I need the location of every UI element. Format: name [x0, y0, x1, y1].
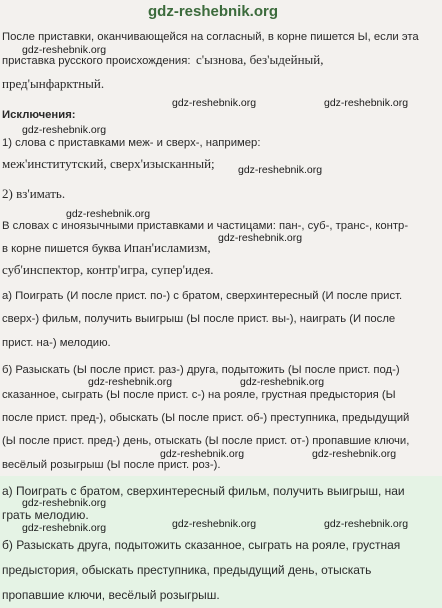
watermark: gdz-reshebnik.org: [312, 448, 397, 460]
watermark: gdz-reshebnik.org: [324, 518, 409, 530]
task-a-line-2: сверх-) фильм, получить выигрыш (Ы после прист. вы-), наиграть (И после: [2, 313, 396, 325]
exception-item-1: 1) слова с приставками меж- и сверх-, например:: [2, 137, 261, 149]
watermark: gdz-reshebnik.org: [22, 522, 107, 534]
site-header[interactable]: gdz-reshebnik.org: [148, 3, 279, 20]
watermark: gdz-reshebnik.org: [88, 376, 173, 388]
task-b-line-5: весёлый розыгрыш (Ы после прист. роз-).: [2, 459, 221, 471]
exceptions-heading: Исключения:: [2, 109, 76, 121]
watermark: gdz-reshebnik.org: [172, 518, 257, 530]
task-a-line-1: а) Поиграть (И после прист. по-) с братом, сверхинтересный (И после прист.: [2, 290, 403, 302]
rule-example-1: с'ызнова, без'ыдейный,: [196, 52, 324, 67]
foreign-line-2: в корне пишется буква И:: [2, 243, 136, 255]
watermark: gdz-reshebnik.org: [160, 448, 245, 460]
foreign-example-2: суб'инспектор, контр'игра, супер'идея.: [2, 262, 214, 277]
task-b-line-4: (Ы после прист. пред-) день, отыскать (Ы после прист. от-) пропавшие ключи,: [2, 435, 410, 447]
exception-item-1-examples: меж'институтский, сверх'изысканный;: [2, 156, 215, 171]
watermark: gdz-reshebnik.org: [172, 97, 257, 109]
rule-example-2: пред'ынфарктный.: [2, 76, 105, 91]
answer-a-line-1: а) Поиграть с братом, сверхинтересный фильм, получить выигрыш, наи: [2, 484, 405, 498]
task-b-line-3: после прист. пред-), обыскать (Ы после прист. об-) преступника, предыдущий: [2, 412, 410, 424]
watermark: gdz-reshebnik.org: [238, 164, 323, 176]
answer-b-line-2: предыстория, обыскать преступника, предыдущий день, отыскать: [2, 563, 372, 577]
answer-b-line-3: пропавшие ключи, весёлый розыгрыш.: [2, 588, 220, 602]
rule-line-2: приставка русского происхождения:: [2, 55, 191, 67]
watermark: gdz-reshebnik.org: [22, 44, 107, 56]
answer-a-line-2: грать мелодию.: [2, 508, 89, 522]
task-b-line-2: сказанное, сыграть (Ы после прист. с-) на рояле, грустная предыстория (Ы: [2, 389, 396, 401]
watermark: gdz-reshebnik.org: [66, 208, 151, 220]
answer-b-line-1: б) Разыскать друга, подытожить сказанное, сыграть на рояле, грустная: [2, 538, 401, 552]
watermark: gdz-reshebnik.org: [240, 376, 325, 388]
task-b-line-1: б) Разыскать (Ы после прист. раз-) друга, подытожить (Ы после прист. под-): [2, 364, 400, 376]
watermark: gdz-reshebnik.org: [324, 97, 409, 109]
rule-line-1: После приставки, оканчивающейся на согласный, в корне пишется Ы, если эта: [2, 31, 419, 43]
watermark: gdz-reshebnik.org: [22, 124, 107, 136]
foreign-example-1: пан'исламизм,: [132, 240, 211, 255]
exception-item-2: 2) вз'имать.: [2, 186, 66, 201]
watermark: gdz-reshebnik.org: [22, 497, 107, 509]
foreign-line-1: В словах с иноязычными приставками и частицами: пан-, суб-, транс-, контр-: [2, 220, 409, 232]
task-a-line-3: прист. на-) мелодию.: [2, 337, 111, 349]
watermark: gdz-reshebnik.org: [218, 232, 303, 244]
